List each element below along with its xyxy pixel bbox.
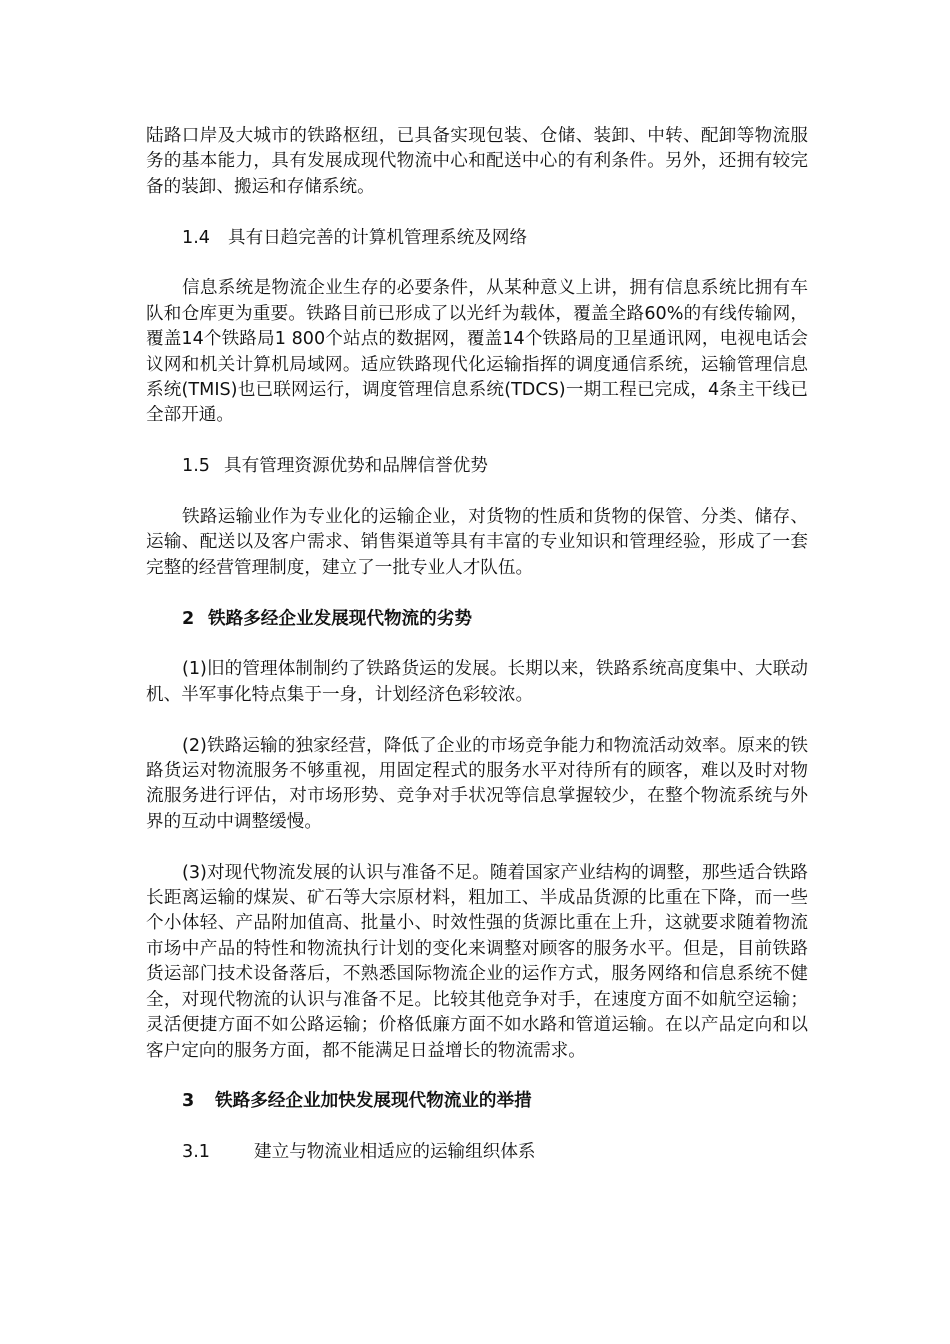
body-paragraph: 铁路运输业作为专业化的运输企业，对货物的性质和货物的保管、分类、储存、运输、配送以及客户需求、销售渠道等具有丰富的专业知识和管理经验，形成了一套完整的经营管理制度，建立了一批专业人才队伍。 bbox=[146, 507, 808, 578]
section-number: 3.1 bbox=[182, 1142, 210, 1163]
section-heading-1-5 bbox=[146, 454, 808, 479]
section-number: 1.5 bbox=[182, 456, 210, 477]
body-paragraph: 陆路口岸及大城市的铁路枢纽，已具备实现包装、仓储、装卸、中转、配卸等物流服务的基本能力，具有发展成现代物流中心和配送中心的有利条件。另外，还拥有较完备的装卸、搬运和存储系统。 bbox=[146, 126, 808, 197]
section-heading-3 bbox=[146, 1089, 808, 1114]
section-title: 铁路多经企业发展现代物流的劣势 bbox=[208, 608, 472, 629]
section-title: 铁路多经企业加快发展现代物流业的举措 bbox=[215, 1091, 532, 1112]
body-paragraph: 信息系统是物流企业生存的必要条件，从某种意义上讲，拥有信息系统比拥有车队和仓库更为重要。铁路目前已形成了以光纤为载体，覆盖全路60%的有线传输网，覆盖14个铁路局1 800个站点的数据网，覆盖14个铁路局的卫星通讯网，电视电话会议网和机关计算机局域网。适应铁路现代化运输指挥的调度通信系统，运输管理信息系统(TMIS)也已联网运行，调度管理信息系统(TDCS)一期工程已完成，4条主干线已全部开通。 bbox=[146, 278, 808, 426]
section-title: 具有管理资源优势和品牌信誉优势 bbox=[224, 456, 488, 477]
section-title: 建立与物流业相适应的运输组织体系 bbox=[254, 1142, 536, 1163]
section-title: 具有日趋完善的计算机管理系统及网络 bbox=[228, 227, 528, 248]
body-paragraph: (2)铁路运输的独家经营，降低了企业的市场竞争能力和物流活动效率。原来的铁路货运对物流服务不够重视，用固定程式的服务水平对待所有的顾客，难以及时对物流服务进行评估，对市场形势、竞争对手状况等信息掌握较少，在整个物流系统与外界的互动中调整缓慢。 bbox=[146, 735, 808, 832]
section-heading-2 bbox=[146, 607, 808, 632]
section-number: 2 bbox=[182, 608, 195, 629]
section-heading-1-4 bbox=[146, 226, 808, 251]
section-number: 1.4 bbox=[182, 227, 210, 248]
section-number: 3 bbox=[182, 1091, 195, 1112]
body-paragraph: (1)旧的管理体制制约了铁路货运的发展。长期以来，铁路系统高度集中、大联动机、半军事化特点集于一身，计划经济色彩较浓。 bbox=[146, 659, 808, 705]
section-heading-3-1 bbox=[146, 1140, 808, 1165]
document-page bbox=[146, 124, 808, 1166]
body-paragraph: (3)对现代物流发展的认识与准备不足。随着国家产业结构的调整，那些适合铁路长距离运输的煤炭、矿石等大宗原材料，粗加工、半成品货源的比重在下降，而一些个小体轻、产品附加值高、批量小、时效性强的货源比重在上升，这就要求随着物流市场中产品的特性和物流执行计划的变化来调整对顾客的服务水平。但是，目前铁路货运部门技术设备落后，不熟悉国际物流企业的运作方式，服务网络和信息系统不健全，对现代物流的认识与准备不足。比较其他竞争对手，在速度方面不如航空运输；灵活便捷方面不如公路运输；价格低廉方面不如水路和管道运输。在以产品定向和以客户定向的服务方面，都不能满足日益增长的物流需求。 bbox=[146, 862, 808, 1061]
